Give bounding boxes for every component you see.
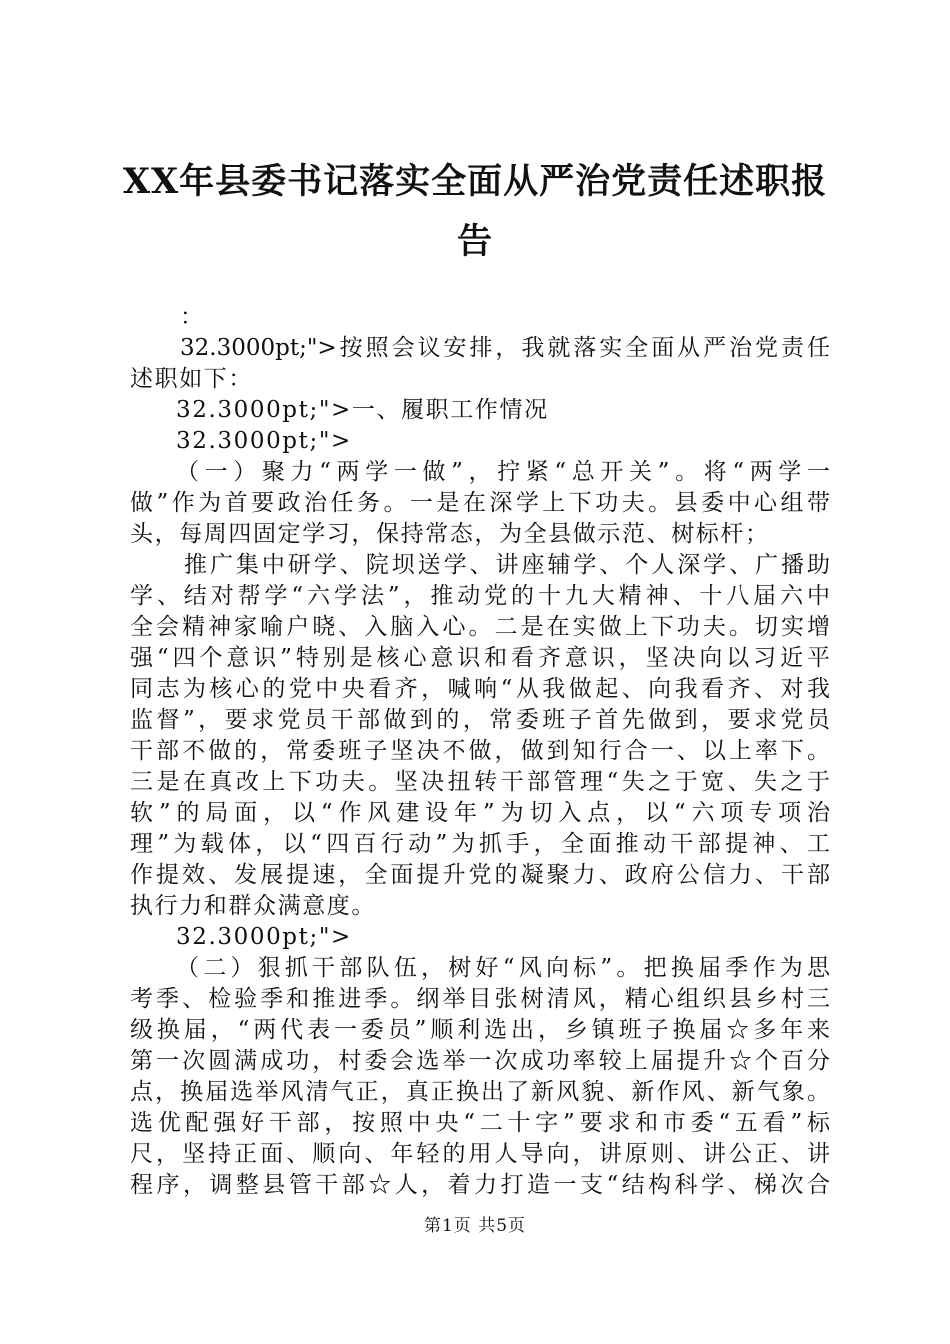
body-line: 执行力和群众满意度。 — [130, 893, 376, 919]
body-line: 程序，调整县管干部☆人，着力打造一支“结构科学、梯次合 — [130, 1172, 830, 1198]
body-line: 干部不做的，常委班子坚决不做，做到知行合一、以上率下。 — [130, 738, 830, 764]
body-line: 32.3000pt;"> — [176, 924, 352, 950]
document-body — [130, 302, 830, 1201]
body-line: 点，换届选举风清气正，真正换出了新风貌、新作风、新气象。 — [130, 1079, 830, 1105]
body-line: 32.3000pt;">一、履职工作情况 — [176, 397, 549, 423]
body-line: 选优配强好干部，按照中央“二十字”要求和市委“五看”标 — [130, 1110, 830, 1136]
body-line: ： — [180, 304, 205, 330]
body-line: 述职如下： — [130, 366, 253, 392]
body-line: 同志为核心的党中央看齐，喊响“从我做起、向我看齐、对我 — [130, 676, 830, 702]
body-line: 全会精神家喻户晓、入脑入心。二是在实做上下功夫。切实增 — [130, 614, 830, 640]
body-line: 做”作为首要政治任务。一是在深学上下功夫。县委中心组带 — [130, 490, 830, 516]
document-title-continued: 告 — [456, 221, 493, 262]
body-line: 软”的局面，以“作风建设年”为切入点，以“六项专项治 — [130, 800, 830, 826]
body-line: 作提效、发展提速，全面提升党的凝聚力、政府公信力、干部 — [130, 862, 830, 888]
body-line: 学、结对帮学“六学法”，推动党的十九大精神、十八届六中 — [130, 583, 830, 609]
body-line: 强“四个意识”特别是核心意识和看齐意识，坚决向以习近平 — [130, 645, 830, 671]
body-line: 32.3000pt;"> — [176, 428, 352, 454]
body-line: 第一次圆满成功，村委会选举一次成功率较上届提升☆个百分 — [130, 1048, 830, 1074]
page-footer: 第1页 共5页 — [423, 1216, 527, 1236]
body-line: 头，每周四固定学习，保持常态，为全县做示范、树标杆； — [130, 521, 770, 547]
body-line: 尺，坚持正面、顺向、年轻的用人导向，讲原则、讲公正、讲 — [130, 1141, 830, 1167]
body-line: 三是在真改上下功夫。坚决扭转干部管理“失之于宽、失之于 — [130, 769, 830, 795]
body-line: （二）狠抓干部队伍，树好“风向标”。把换届季作为思 — [176, 955, 830, 981]
body-line: 监督”，要求党员干部做到的，常委班子首先做到，要求党员 — [130, 707, 830, 733]
body-line: 32.3000pt;">按照会议安排，我就落实全面从严治党责任 — [180, 335, 830, 361]
body-line: 考季、检验季和推进季。纲举目张树清风，精心组织县乡村三 — [130, 986, 830, 1012]
body-line: （一）聚力“两学一做”，拧紧“总开关”。将“两学一 — [176, 459, 830, 485]
body-line: 级换届，“两代表一委员”顺利选出，乡镇班子换届☆多年来 — [130, 1017, 830, 1043]
document-title: XX年县委书记落实全面从严治党责任述职报 — [122, 161, 828, 202]
body-line: 理”为载体，以“四百行动”为抓手，全面推动干部提神、工 — [130, 831, 830, 857]
body-line: 推广集中研学、院坝送学、讲座辅学、个人深学、广播助 — [184, 552, 830, 578]
